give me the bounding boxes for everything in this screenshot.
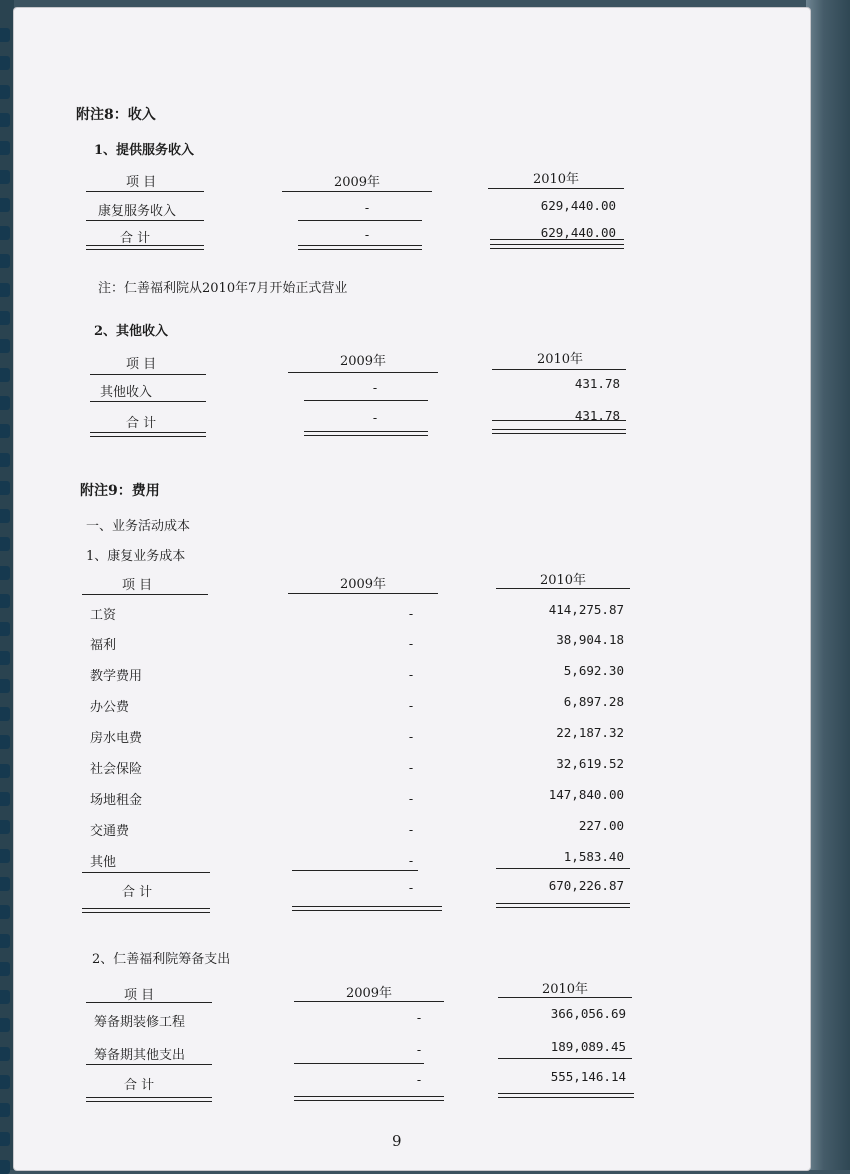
row-label: 社会保险 — [90, 762, 143, 777]
binder-ring — [0, 453, 10, 467]
total-label: 合 计 — [120, 231, 151, 246]
binder-ring — [0, 849, 10, 863]
column-header-2009: 2009年 — [345, 986, 393, 1001]
binder-ring — [0, 113, 10, 127]
row-2009: - — [407, 606, 415, 621]
binder-ring — [0, 990, 10, 1004]
total-label: 合 计 — [122, 885, 153, 900]
row-2009: - — [363, 200, 371, 215]
row-label: 办公费 — [90, 700, 130, 715]
binder-ring — [0, 1075, 10, 1089]
column-header-2010: 2010年 — [532, 172, 580, 187]
binder-ring — [0, 707, 10, 721]
binder-ring — [0, 226, 10, 240]
total-2009: - — [407, 880, 415, 895]
column-header-item: 项 目 — [122, 578, 153, 593]
row-2009: - — [415, 1042, 423, 1057]
binder-ring — [0, 198, 10, 212]
section-title: 1、提供服务收入 — [94, 143, 195, 158]
row-2010: 1,583.40 — [563, 849, 624, 864]
row-label: 房水电费 — [90, 731, 143, 746]
binder-ring — [0, 679, 10, 693]
row-2009: - — [407, 667, 415, 682]
row-2010: 32,619.52 — [556, 756, 624, 771]
subsection-title: 一、业务活动成本 — [86, 519, 191, 534]
note9-title: 附注9：费用 — [80, 483, 160, 499]
binder-ring — [0, 28, 10, 42]
total-2009: - — [415, 1072, 423, 1087]
binder-ring — [0, 735, 10, 749]
column-header-item: 项 目 — [126, 175, 157, 190]
note8-title: 附注8：收入 — [76, 107, 156, 123]
total-2009: - — [371, 410, 379, 425]
binder-ring — [0, 1047, 10, 1061]
section-title: 1、康复业务成本 — [86, 549, 186, 564]
section-title: 2、其他收入 — [94, 324, 169, 339]
binder-ring — [0, 509, 10, 523]
total-label: 合 计 — [124, 1078, 155, 1093]
binder-ring — [0, 1160, 10, 1174]
binder-ring — [0, 877, 10, 891]
binder-ring — [0, 566, 10, 580]
row-2009: - — [407, 822, 415, 837]
binder-ring — [0, 594, 10, 608]
column-header-2010: 2010年 — [536, 352, 584, 367]
binder-ring — [0, 339, 10, 353]
row-label: 工资 — [90, 608, 117, 623]
row-2009: - — [407, 698, 415, 713]
row-label: 筹备期其他支出 — [94, 1048, 186, 1063]
binder-ring — [0, 254, 10, 268]
binder-ring — [0, 141, 10, 155]
row-2009: - — [415, 1010, 423, 1025]
column-header-2009: 2009年 — [339, 577, 387, 592]
binder-ring — [0, 283, 10, 297]
row-2010: 366,056.69 — [550, 1006, 626, 1021]
binder-ring — [0, 792, 10, 806]
row-label: 交通费 — [90, 824, 130, 839]
binder-ring — [0, 170, 10, 184]
binder-ring — [0, 934, 10, 948]
binder-ring — [0, 1103, 10, 1117]
row-label: 其他 — [90, 855, 117, 870]
row-2010: 189,089.45 — [550, 1039, 626, 1054]
page-number: 9 — [392, 1132, 402, 1150]
binder-spine — [0, 0, 14, 1170]
row-label: 场地租金 — [90, 793, 143, 808]
binder-ring — [0, 962, 10, 976]
row-2010: 414,275.87 — [548, 602, 624, 617]
binder-ring — [0, 1018, 10, 1032]
row-label: 福利 — [90, 638, 117, 653]
total-2010: 555,146.14 — [550, 1069, 626, 1084]
binder-ring — [0, 764, 10, 778]
total-label: 合 计 — [126, 416, 157, 431]
row-2010: 5,692.30 — [563, 663, 624, 678]
binder-ring — [0, 622, 10, 636]
binder-ring — [0, 820, 10, 834]
total-2009: - — [363, 227, 371, 242]
document-page — [14, 8, 810, 1170]
binder-ring — [0, 424, 10, 438]
row-label: 康复服务收入 — [98, 204, 177, 219]
row-2009: - — [407, 791, 415, 806]
binder-ring — [0, 311, 10, 325]
binder-ring — [0, 56, 10, 70]
row-label: 教学费用 — [90, 669, 143, 684]
column-header-2009: 2009年 — [333, 175, 381, 190]
row-2010: 227.00 — [578, 818, 624, 833]
binder-ring — [0, 481, 10, 495]
row-2010: 629,440.00 — [540, 198, 616, 213]
binder-ring — [0, 396, 10, 410]
row-2009: - — [371, 380, 379, 395]
cover-edge — [806, 0, 850, 1170]
row-2010: 147,840.00 — [548, 787, 624, 802]
column-header-2009: 2009年 — [339, 354, 387, 369]
row-label: 筹备期装修工程 — [94, 1015, 186, 1030]
column-header-item: 项 目 — [126, 357, 157, 372]
total-2010: 670,226.87 — [548, 878, 624, 893]
total-2010: 629,440.00 — [540, 225, 616, 240]
row-2010: 22,187.32 — [556, 725, 624, 740]
total-2010: 431.78 — [574, 408, 620, 423]
note-text: 注：仁善福利院从2010年7月开始正式营业 — [98, 281, 348, 296]
binder-ring — [0, 85, 10, 99]
row-2009: - — [407, 636, 415, 651]
column-header-2010: 2010年 — [539, 573, 587, 588]
section-title: 2、仁善福利院筹备支出 — [92, 952, 231, 967]
column-header-item: 项 目 — [124, 988, 155, 1003]
binder-ring — [0, 905, 10, 919]
row-2010: 431.78 — [574, 376, 620, 391]
binder-ring — [0, 1132, 10, 1146]
row-2010: 38,904.18 — [556, 632, 624, 647]
row-2009: - — [407, 853, 415, 868]
row-2009: - — [407, 729, 415, 744]
row-label: 其他收入 — [100, 385, 153, 400]
binder-ring — [0, 537, 10, 551]
column-header-2010: 2010年 — [541, 982, 589, 997]
binder-ring — [0, 368, 10, 382]
binder-ring — [0, 651, 10, 665]
row-2009: - — [407, 760, 415, 775]
row-2010: 6,897.28 — [563, 694, 624, 709]
